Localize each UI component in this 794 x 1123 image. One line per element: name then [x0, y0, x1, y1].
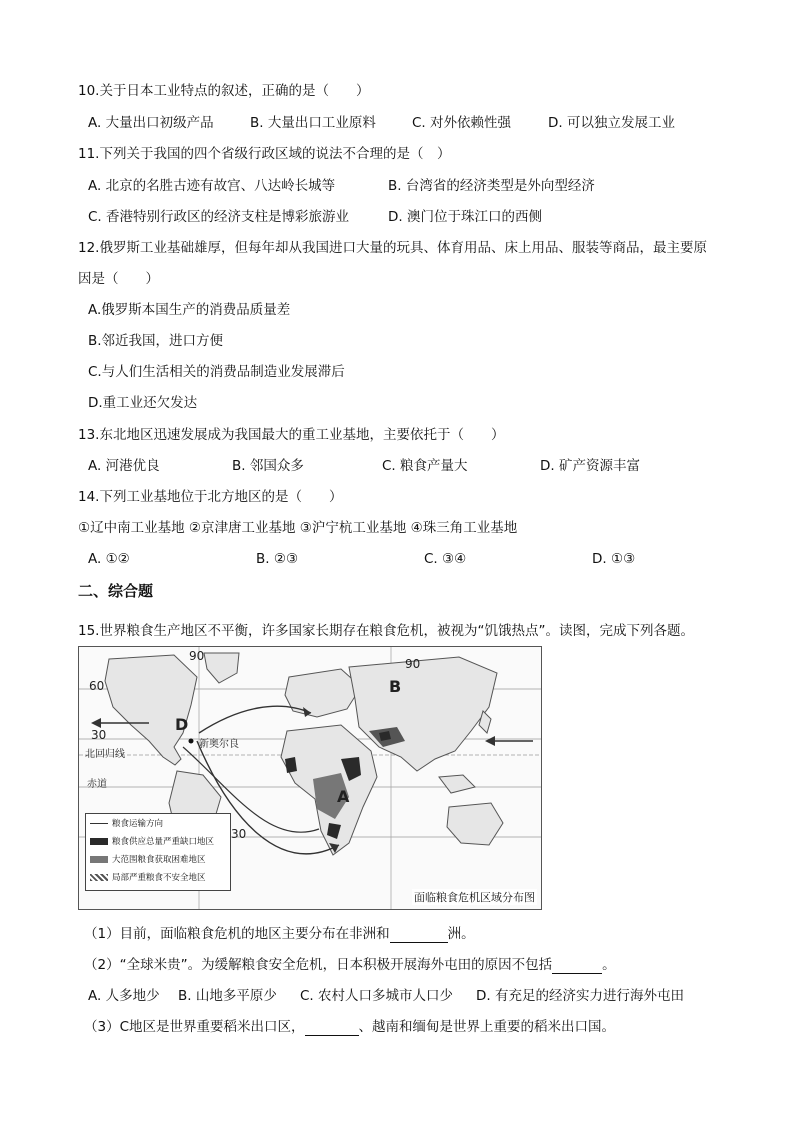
- question-11-option-c: C. 香港特别行政区的经济支柱是博彩旅游业: [88, 209, 350, 225]
- legend-item-transport: 粮食运输方向: [90, 818, 163, 830]
- q15-sub2-option-c: C. 农村人口多城市人口少: [300, 988, 454, 1004]
- map-caption: 面临粮食危机区域分布图: [414, 891, 535, 904]
- mid-swatch-icon: [90, 856, 108, 863]
- section-title: 二、综合题: [78, 582, 154, 600]
- question-14-option-a: A. ①②: [88, 551, 130, 567]
- question-10-option-c: C. 对外依赖性强: [412, 115, 512, 131]
- question-10-option-a: A. 大量出口初级产品: [88, 115, 214, 131]
- new-orleans-dot: [189, 739, 194, 744]
- question-14-option-c: C. ③④: [424, 551, 467, 567]
- question-13-option-b: B. 邻国众多: [232, 458, 304, 474]
- q15-sub2: （2）“全球米贵”。为缓解粮食安全危机，日本积极开展海外屯田的原因不包括 。: [84, 957, 616, 973]
- question-14-sub: ①辽中南工业基地 ②京津唐工业基地 ③沪宁杭工业基地 ④珠三角工业基地: [78, 520, 518, 536]
- region-b-label: B: [389, 677, 402, 696]
- arrowhead: [485, 736, 495, 746]
- q15-sub2-option-b: B. 山地多平原少: [178, 988, 277, 1004]
- answer-blank[interactable]: [552, 959, 602, 974]
- europe-shape: [285, 669, 361, 717]
- australia-shape: [447, 803, 503, 845]
- answer-blank[interactable]: [305, 1021, 359, 1036]
- question-12-option-a: A.俄罗斯本国生产的消费品质量差: [88, 302, 291, 318]
- dark-swatch-icon: [90, 838, 108, 845]
- question-10-option-d: D. 可以独立发展工业: [548, 115, 675, 131]
- lat-60-label: 60: [89, 679, 105, 693]
- question-12-stem-cont: 因是（ ）: [78, 271, 159, 287]
- question-11-option-a: A. 北京的名胜古迹有故宫、八达岭长城等: [88, 178, 336, 194]
- lat-30n-label: 30: [91, 728, 107, 742]
- indonesia-shape: [439, 775, 475, 793]
- q15-sub1: （1）目前，面临粮食危机的地区主要分布在非洲和 洲。: [84, 926, 475, 942]
- lat-90-label-left: 90: [189, 649, 205, 663]
- hatched-swatch-icon: [90, 874, 108, 881]
- new-orleans-label: 新奥尔良: [199, 739, 239, 750]
- question-14-stem: 14.下列工业基地位于北方地区的是（ ）: [78, 489, 343, 505]
- legend-item-severe-shortage: 粮食供应总量严重缺口地区: [90, 836, 214, 848]
- legend-item-localized: 局部严重粮食不安全地区: [90, 872, 206, 884]
- crisis-region-west-africa: [285, 757, 297, 773]
- question-10-stem: 10.关于日本工业特点的叙述，正确的是（ ）: [78, 83, 370, 99]
- question-13-option-d: D. 矿产资源丰富: [540, 458, 640, 474]
- lat-90-label-right: 90: [405, 657, 421, 671]
- food-crisis-map: [78, 646, 542, 910]
- question-12-option-b: B.邻近我国，进口方便: [88, 333, 224, 349]
- arrowhead: [91, 718, 101, 728]
- equator-label: 赤道: [87, 779, 107, 790]
- question-14-option-b: B. ②③: [256, 551, 299, 567]
- q15-sub2-option-d: D. 有充足的经济实力进行海外屯田: [476, 988, 684, 1004]
- question-14-option-d: D. ①③: [592, 551, 636, 567]
- map-legend: [85, 813, 231, 891]
- greenland-shape: [204, 653, 239, 683]
- lat-30s-label: 30: [231, 827, 247, 841]
- answer-blank[interactable]: [390, 928, 448, 943]
- question-11-stem: 11.下列关于我国的四个省级行政区域的说法不合理的是（ ）: [78, 146, 451, 162]
- question-11-option-b: B. 台湾省的经济类型是外向型经济: [388, 178, 595, 194]
- question-13-option-c: C. 粮食产量大: [382, 458, 468, 474]
- question-12-stem: 12.俄罗斯工业基础雄厚，但每年却从我国进口大量的玩具、体育用品、床上用品、服装等商品，最主要原: [78, 240, 707, 256]
- question-10-option-b: B. 大量出口工业原料: [250, 115, 376, 131]
- region-d-label: D: [175, 715, 189, 734]
- question-12-option-c: C.与人们生活相关的消费品制造业发展滞后: [88, 364, 345, 380]
- region-a-label: A: [337, 787, 350, 806]
- question-12-option-d: D.重工业还欠发达: [88, 395, 198, 411]
- question-13-option-a: A. 河港优良: [88, 458, 160, 474]
- arrow-swatch-icon: [90, 823, 108, 824]
- question-15-stem: 15.世界粮食生产地区不平衡，许多国家长期存在粮食危机，被视为“饥饿热点”。读图，完成下列各题。: [78, 623, 694, 639]
- legend-item-widespread: 大范围粮食获取困难地区: [90, 854, 206, 866]
- q15-sub3: （3）C地区是世界重要稻米出口区， 、越南和缅甸是世界上重要的稻米出口国。: [84, 1019, 616, 1035]
- question-13-stem: 13.东北地区迅速发展成为我国最大的重工业基地，主要依托于（ ）: [78, 427, 505, 443]
- tropic-label: 北回归线: [85, 749, 125, 760]
- question-11-option-d: D. 澳门位于珠江口的西侧: [388, 209, 542, 225]
- q15-sub2-option-a: A. 人多地少: [88, 988, 160, 1004]
